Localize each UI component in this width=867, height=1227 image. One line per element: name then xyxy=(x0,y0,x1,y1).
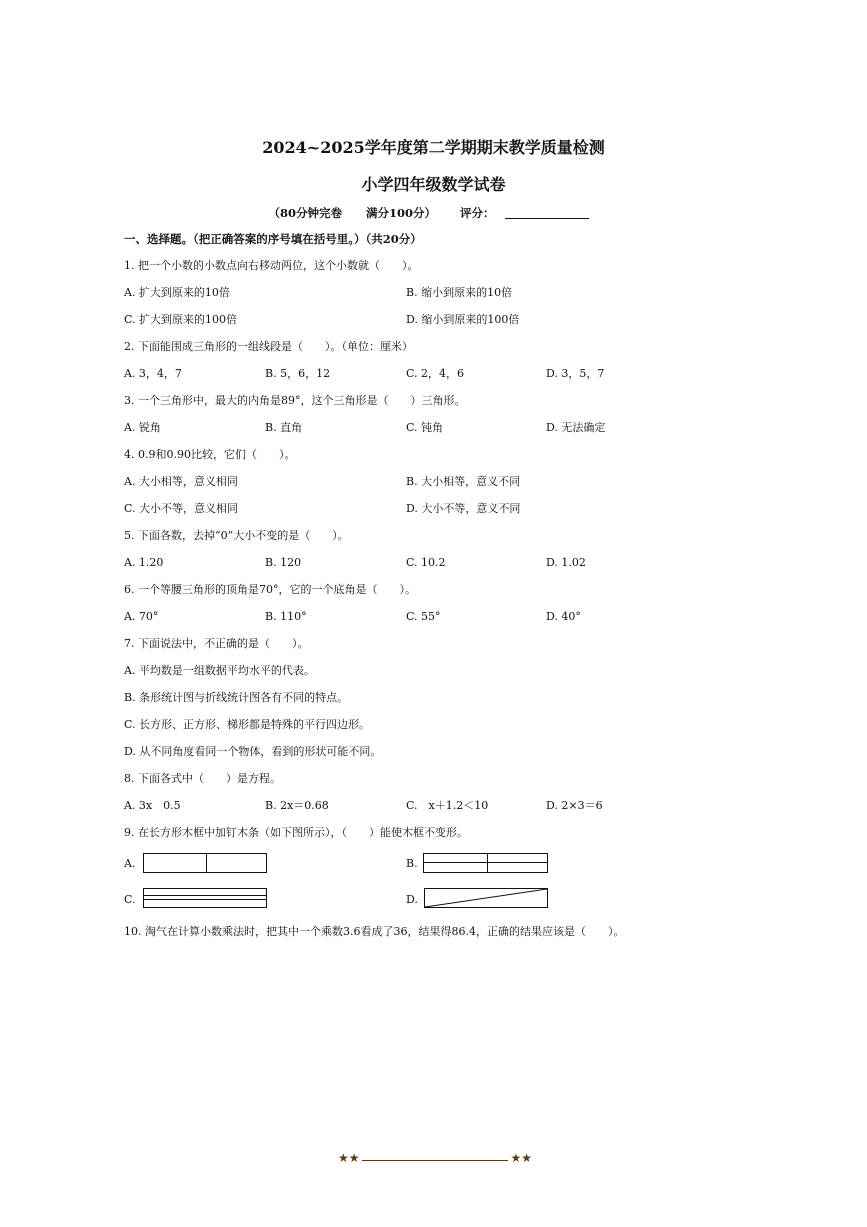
question-option[interactable]: B. 条形统计图与折线统计图各有不同的特点。 xyxy=(124,691,349,704)
vertical-bar xyxy=(487,854,488,872)
question-option[interactable]: B. 大小相等，意义不同 xyxy=(406,475,521,488)
question-option[interactable]: D. 大小不等，意义不同 xyxy=(406,502,521,515)
section-heading: 一、选择题。（把正确答案的序号填在括号里。）（共20分） xyxy=(124,232,422,246)
question-option[interactable]: D. 缩小到原来的100倍 xyxy=(406,313,520,326)
score-field[interactable] xyxy=(460,206,599,220)
score-blank[interactable] xyxy=(505,206,589,219)
question-option[interactable]: C. 10.2 xyxy=(406,556,446,569)
question-option[interactable]: D. 40° xyxy=(546,610,581,623)
frame-figure-b xyxy=(423,853,548,873)
frame-figure-c xyxy=(143,888,267,908)
score-label: 评分： xyxy=(460,206,495,220)
question-option[interactable]: D. 从不同角度看同一个物体，看到的形状可能不同。 xyxy=(124,745,382,758)
question-stem: 6. 一个等腰三角形的顶角是70°，它的一个底角是（ ）。 xyxy=(124,583,416,596)
question-option[interactable]: C. 55° xyxy=(406,610,441,623)
question-option[interactable]: C. x＋1.2＜10 xyxy=(406,799,489,812)
exam-title: 2024~2025学年度第二学期期末教学质量检测 xyxy=(262,138,605,157)
exam-full-score: 满分100分） xyxy=(366,206,437,220)
question-stem: 7. 下面说法中，不正确的是（ ）。 xyxy=(124,637,309,650)
question-option[interactable]: C. 长方形、正方形、梯形都是特殊的平行四边形。 xyxy=(124,718,371,731)
horizontal-bar xyxy=(144,899,266,900)
footer-line xyxy=(362,1160,508,1161)
question-stem: 1. 把一个小数的小数点向右移动两位，这个小数就（ ）。 xyxy=(124,259,419,272)
question-option[interactable]: C. 大小不等，意义相同 xyxy=(124,502,239,515)
exam-time: （80分钟完卷 xyxy=(268,206,342,220)
question-option[interactable]: A. 大小相等，意义相同 xyxy=(124,475,238,488)
question-option[interactable]: C. 扩大到原来的100倍 xyxy=(124,313,238,326)
diagonal-bar xyxy=(424,888,548,908)
exam-info xyxy=(0,205,867,221)
question-stem: 3. 一个三角形中，最大的内角是89°，这个三角形是（ ）三角形。 xyxy=(124,394,466,407)
question-option[interactable]: D. xyxy=(406,893,418,906)
question-stem: 4. 0.9和0.90比较，它们（ ）。 xyxy=(124,448,296,461)
question-option[interactable]: B. 直角 xyxy=(265,421,303,434)
star-icon: ★★ xyxy=(338,1151,360,1165)
star-icon: ★★ xyxy=(510,1151,532,1165)
question-option[interactable]: A. xyxy=(124,857,136,870)
question-option[interactable]: C. 2，4，6 xyxy=(406,367,465,380)
question-option[interactable]: A. 1.20 xyxy=(124,556,164,569)
exam-subtitle: 小学四年级数学试卷 xyxy=(361,175,506,194)
question-option[interactable]: A. 3，4，7 xyxy=(124,367,182,380)
question-option[interactable]: B. 120 xyxy=(265,556,302,569)
horizontal-bar xyxy=(144,895,266,896)
question-option[interactable]: B. 2x＝0.68 xyxy=(265,799,329,812)
question-option[interactable]: A. 平均数是一组数据平均水平的代表。 xyxy=(124,664,315,677)
question-option[interactable]: A. 70° xyxy=(124,610,159,623)
question-option[interactable]: B. 110° xyxy=(265,610,307,623)
question-option[interactable]: D. 1.02 xyxy=(546,556,586,569)
question-option[interactable]: D. 2×3＝6 xyxy=(546,799,603,812)
question-stem: 5. 下面各数，去掉“0”大小不变的是（ ）。 xyxy=(124,529,349,542)
question-option[interactable]: D. 3，5，7 xyxy=(546,367,605,380)
question-option[interactable]: B. xyxy=(406,857,418,870)
question-option[interactable]: C. xyxy=(124,893,136,906)
question-option[interactable]: C. 钝角 xyxy=(406,421,444,434)
question-stem: 10. 淘气在计算小数乘法时，把其中一个乘数3.6看成了36，结果得86.4，正确的结果应该是（ ）。 xyxy=(124,925,625,938)
question-option[interactable]: A. 锐角 xyxy=(124,421,161,434)
frame-figure-a xyxy=(143,853,267,873)
question-option[interactable]: B. 缩小到原来的10倍 xyxy=(406,286,513,299)
vertical-bar xyxy=(206,854,207,872)
frame-figure-d xyxy=(424,888,548,908)
footer-decoration xyxy=(338,1153,532,1167)
question-stem: 9. 在长方形木框中加钉木条（如下图所示），（ ）能使木框不变形。 xyxy=(124,826,468,839)
question-option[interactable]: A. 扩大到原来的10倍 xyxy=(124,286,230,299)
question-option[interactable]: B. 5，6，12 xyxy=(265,367,331,380)
question-option[interactable]: D. 无法确定 xyxy=(546,421,606,434)
question-option[interactable]: A. 3x 0.5 xyxy=(124,799,181,812)
question-stem: 8. 下面各式中（ ）是方程。 xyxy=(124,772,281,785)
question-stem: 2. 下面能围成三角形的一组线段是（ ）。（单位：厘米） xyxy=(124,340,413,353)
horizontal-bar xyxy=(424,862,547,863)
